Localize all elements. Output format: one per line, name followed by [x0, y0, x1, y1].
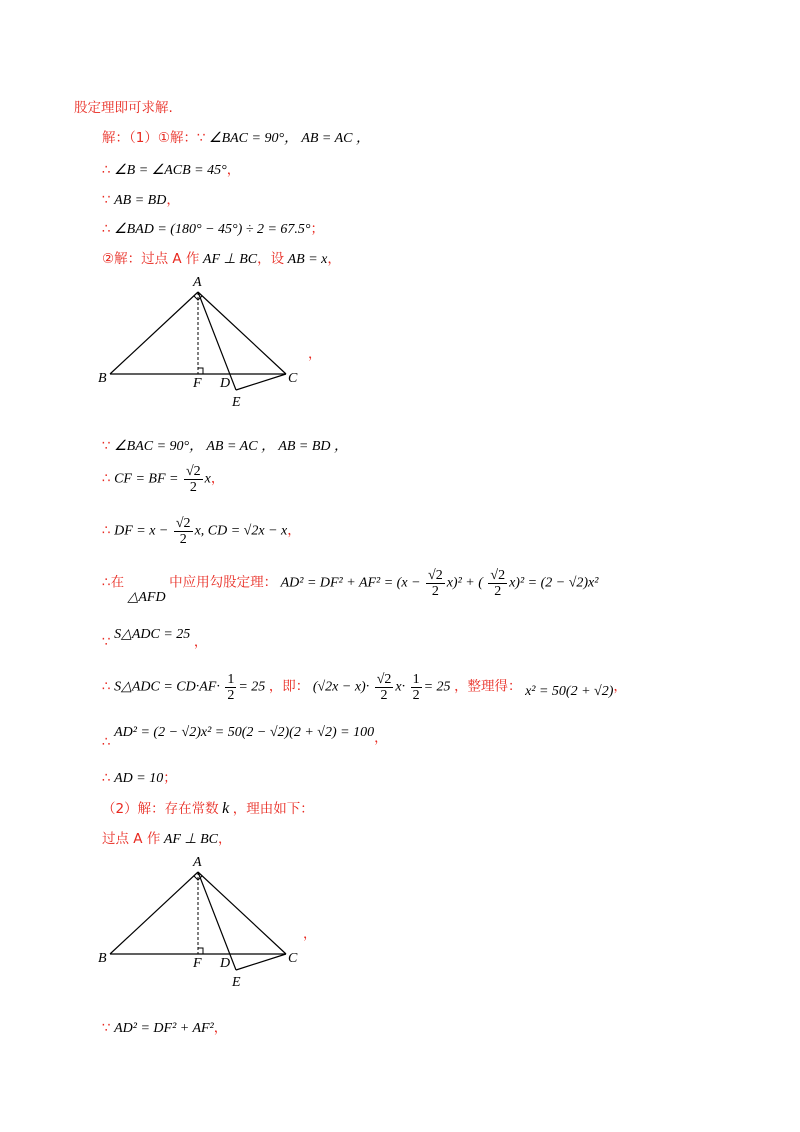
red-text: （2）解：存在常数: [102, 801, 219, 817]
denominator: 2: [380, 688, 388, 703]
fraction: [426, 568, 445, 599]
solution-line-16: [102, 1016, 227, 1037]
segment-AC: [198, 872, 286, 954]
red-text: ∴在: [102, 574, 125, 591]
label-B: B: [98, 371, 107, 386]
solution-line-1: [102, 126, 370, 147]
punct: ，: [613, 678, 627, 695]
line-text: 股定理即可求解.: [74, 100, 173, 116]
label-C: C: [288, 371, 298, 386]
red-text: ，整理得：: [454, 678, 522, 695]
text-line: [74, 96, 173, 116]
segment-AB: [110, 872, 198, 954]
solution-line-11: [102, 672, 627, 703]
math-text: DF = x −: [114, 523, 169, 539]
label-B: B: [98, 951, 107, 966]
segment-AB: [110, 292, 198, 374]
therefore-symbol: ∴: [102, 522, 111, 539]
solution-line-14: [102, 797, 314, 818]
math-text: AB = x: [287, 252, 328, 267]
triangle-figure-2: [90, 850, 320, 990]
punct: ，: [287, 522, 301, 539]
denominator: 2: [412, 688, 420, 703]
fraction: [184, 464, 203, 495]
label-A: A: [193, 275, 202, 290]
math-text: x, CD = √2x − x: [194, 523, 288, 539]
label-E: E: [232, 395, 241, 410]
triangle-figure-1: [90, 270, 320, 410]
math-text: AF ⊥ BC: [202, 252, 258, 267]
math-text: = 25: [238, 679, 266, 695]
punct: ，: [226, 162, 241, 178]
math-text: S△ADC = 25: [114, 627, 191, 642]
math-text: AD² = (2 − √2)x² = 50(2 − √2)(2 + √2) = 100: [114, 725, 375, 740]
denominator: 2: [431, 584, 439, 599]
because-symbol: ∵: [102, 634, 111, 650]
label-F: F: [193, 956, 202, 971]
math-text: x)² + (: [446, 575, 483, 591]
punct: ，: [166, 192, 180, 208]
punct: ，: [210, 470, 225, 487]
punct: ，: [193, 634, 208, 650]
solution-line-5: [102, 247, 341, 268]
punct: ；: [163, 770, 177, 786]
math-text: x² = 50(2 + √2): [525, 683, 614, 699]
math-text: k: [222, 800, 230, 817]
label-A: A: [193, 855, 202, 870]
punct: ，: [303, 926, 317, 942]
math-text: (√2x − x)·: [312, 679, 370, 695]
solution-line-4: [102, 217, 324, 238]
red-text: ，即：: [268, 678, 310, 695]
math-text: AD = 10: [114, 771, 164, 786]
right-angle-mark: [198, 368, 203, 374]
numerator: √2: [428, 568, 443, 583]
red-text: ②解：过点 A 作: [102, 251, 200, 267]
red-text: 过点 A 作: [102, 831, 161, 847]
math-text: ∠BAD = (180° − 45°) ÷ 2 = 67.5°: [114, 222, 311, 237]
solution-line-15: [102, 827, 232, 848]
solution-line-13: [102, 766, 177, 787]
because-symbol: ∵: [102, 1020, 111, 1036]
solution-line-2: [102, 158, 240, 179]
because-symbol: ∵: [102, 438, 111, 454]
math-text: AD² = DF² + AF²: [114, 1021, 214, 1036]
math-text: x)² = (2 − √2)x²: [509, 575, 599, 591]
label-E: E: [232, 975, 241, 990]
red-text: 解：（1）①解：∵: [102, 130, 206, 146]
solution-line-7: [102, 464, 224, 495]
math-text: x·: [395, 679, 406, 695]
solution-line-3: [102, 188, 180, 209]
math-text: = 25: [423, 679, 451, 695]
solution-line-9: [102, 568, 599, 605]
fraction: [411, 672, 422, 703]
solution-line-6: [102, 435, 348, 455]
segment-AC: [198, 292, 286, 374]
therefore-symbol: ∴: [102, 221, 111, 237]
math-text: AD² = DF² + AF² = (x −: [280, 575, 421, 591]
denominator: 2: [494, 584, 502, 599]
segment-EC: [236, 954, 286, 970]
right-angle-mark: [198, 948, 203, 954]
label-F: F: [193, 376, 202, 391]
therefore-symbol: ∴: [102, 770, 111, 786]
math-text: AF ⊥ BC: [163, 832, 219, 847]
fraction: [488, 568, 507, 599]
red-text: ，设: [257, 251, 285, 267]
solution-line-10: [102, 622, 208, 650]
punct: ；: [310, 221, 325, 237]
denominator: 2: [189, 480, 197, 495]
math-text: ∠BAC = 90°， AB = AC ，: [209, 131, 371, 146]
math-text: CF = BF =: [114, 471, 179, 487]
solution-line-8: [102, 516, 301, 547]
label-D: D: [220, 376, 231, 391]
math-text: x: [204, 471, 211, 487]
segment-AE: [198, 292, 236, 390]
math-text: S△ADC = CD·AF·: [114, 679, 220, 695]
math-text: △AFD: [127, 589, 166, 605]
punct: ，: [218, 831, 232, 847]
numerator: √2: [175, 516, 191, 531]
numerator: √2: [490, 568, 506, 583]
because-symbol: ∵: [102, 192, 111, 208]
punct: ，: [374, 730, 388, 746]
segment-AE: [198, 872, 236, 970]
solution-line-12: [102, 720, 388, 750]
therefore-symbol: ∴: [102, 678, 111, 695]
therefore-symbol: ∴: [102, 162, 111, 178]
fraction: [174, 516, 193, 547]
red-text: 中应用勾股定理：: [169, 574, 278, 591]
math-text: AB = BD: [114, 193, 167, 208]
label-C: C: [288, 951, 298, 966]
therefore-symbol: ∴: [102, 734, 111, 750]
numerator: 1: [412, 672, 420, 687]
math-text: ∠BAC = 90°， AB = AC ， AB = BD ，: [114, 439, 349, 454]
numerator: 1: [227, 672, 235, 687]
math-text: ∠B = ∠ACB = 45°: [114, 163, 227, 178]
punct: ，: [327, 251, 341, 267]
denominator: 2: [227, 688, 235, 703]
numerator: √2: [376, 672, 392, 687]
therefore-symbol: ∴: [102, 470, 111, 487]
punct: ，: [213, 1020, 228, 1036]
segment-EC: [236, 374, 286, 390]
label-D: D: [220, 956, 231, 971]
denominator: 2: [179, 532, 187, 547]
numerator: √2: [185, 464, 201, 479]
fraction: [225, 672, 236, 703]
punct: ，: [308, 346, 322, 362]
fraction: [375, 672, 394, 703]
red-text: ，理由如下：: [232, 801, 314, 817]
